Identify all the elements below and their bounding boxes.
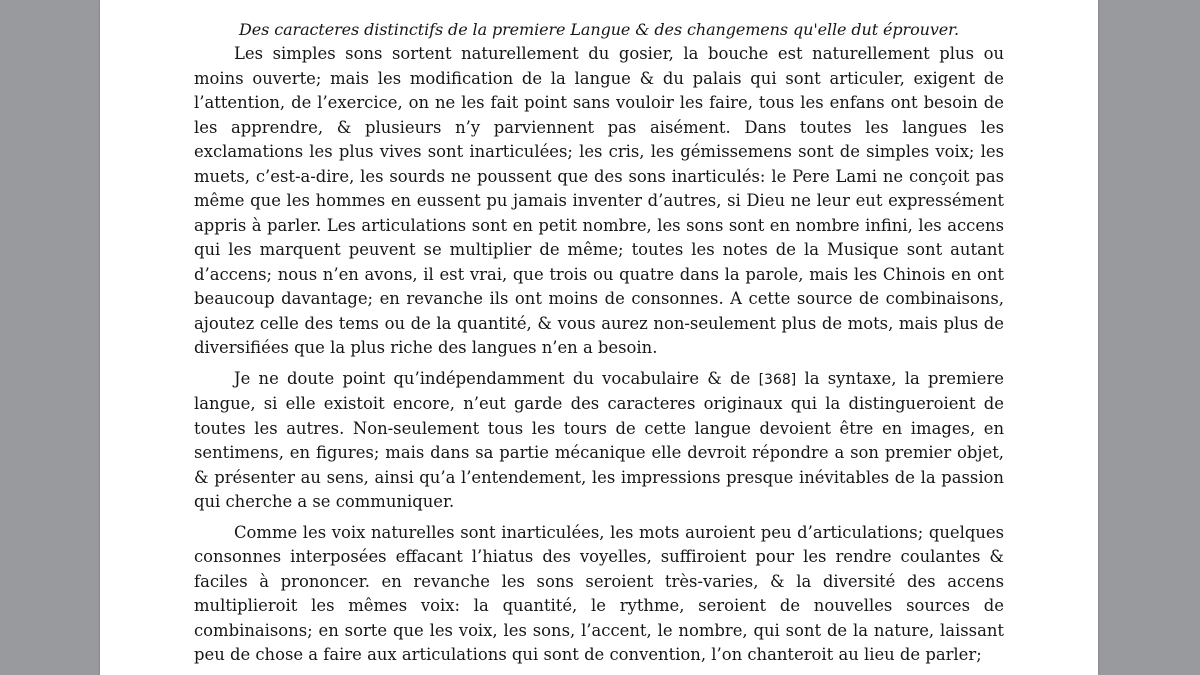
paragraph-3: Comme les voix naturelles sont inarticulées, les mots auroient peu d’articulations; quelques consonnes interposées effacant l’hiatus des voyelles, suffiroient pour les rendre coulantes & faciles à prononcer. en revanche les sons seroient très-varies, & la diversité des accens multiplieroit les mêmes voix: la quantité, le rythme, seroient de nouvelles sources de combinaisons; en sorte que les voix, les sons, l’accent, le nombre, qui sont de la nature, laissant peu de chose a faire aux articulations qui sont de convention, l’on chanteroit au lieu de parler; xyxy=(194,522,1004,664)
paragraph-1: Les simples sons sortent naturellement du gosier, la bouche est naturellement plus ou moins ouverte; mais les modification de la langue & du palais qui sont articuler, exigent de l’attention, de l’exercice, on ne les fait point sans vouloir les faire, tous les enfans ont besoin de les apprendre, & plusieurs n’y parviennent pas aisément. Dans toutes les langues les exclamations les plus vives sont inarticulées; les cris, les gémissemens sont de simples voix; les muets, c’est-a-dire, les sourds ne poussent que des sons inarticulés: le Pere Lami ne conçoit pas même que les hommes en eussent pu jamais inventer d’autres, si Dieu ne leur eut expressément appris à parler. Les articulations sont en petit nombre, les sons sont en nombre infini, les accens qui les marquent peuvent se multiplier de même; toutes les notes de la Musique sont autant d’accens; nous n’en avons, il est vrai, que trois ou quatre dans la parole, mais les Chinois en ont beaucoup davantage; en revanche ils ont moins de consonnes. A cette source de combinaisons, ajoutez celle des tems ou de la quantité, & vous aurez non-seulement plus de mots, mais plus de diversifiées que la plus riche des langues n’en a besoin. xyxy=(194,44,1004,357)
chapter-heading: Des caracteres distinctifs de la premiere Langue & des changemens qu'elle dut éprouver. xyxy=(239,20,959,39)
paragraph-2-text-before: Je ne doute point qu’indépendamment du vocabulaire & de xyxy=(234,368,759,388)
document-page xyxy=(100,0,1098,675)
paragraph-2 xyxy=(194,367,1004,515)
page-content xyxy=(194,18,1004,668)
page-number-marker: [368] xyxy=(758,371,797,388)
paragraph-2-text-after: la syntaxe, la premiere langue, si elle existoit encore, n’eut garde des caracteres originaux qui la distingueroient de toutes les autres. Non-seulement tous les tours de cette langue devoient être en images, en sentimens, en figures; mais dans sa partie mécanique elle devroit répondre a son premier objet, & présenter au sens, ainsi qu’a l’entendement, les impressions presque inévitables de la passion qui cherche a se communiquer. xyxy=(194,368,1005,511)
